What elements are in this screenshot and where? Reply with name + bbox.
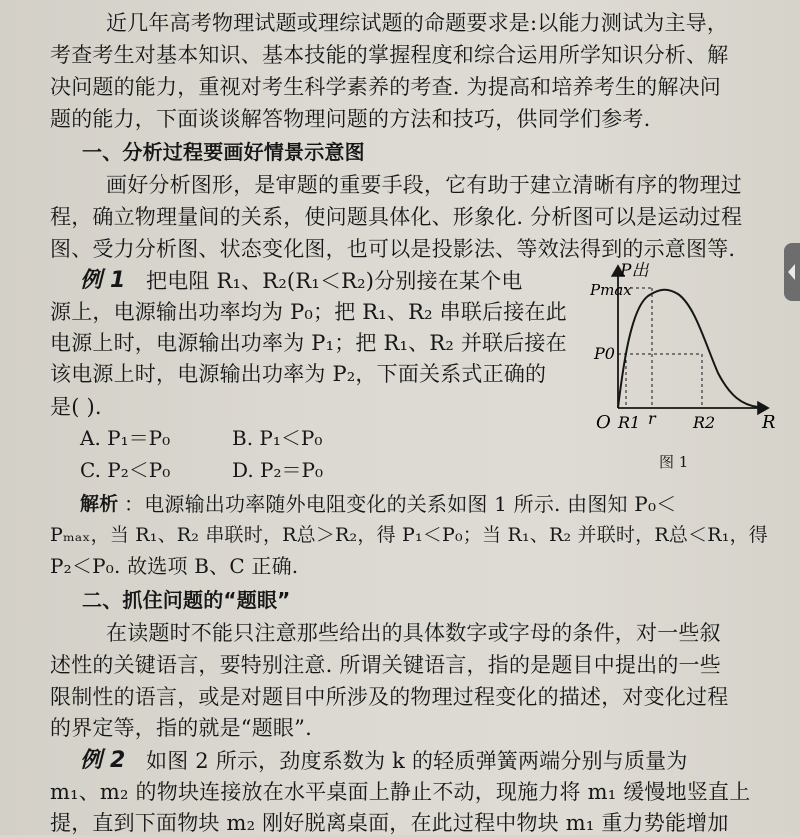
section2-line-2: 述性的关键语言，要特别注意. 所谓关键语言，指的是题目中提出的一些: [50, 653, 721, 677]
intro-line-3: 决问题的能力，重视对考生科学素养的考查. 为提高和培养考生的解决问: [50, 75, 721, 99]
section1-line-2: 程，确立物理量间的关系，使问题具体化、形象化. 分析图可以是运动过程: [50, 205, 743, 229]
example1-label: 例 1: [80, 268, 126, 293]
option-b: B. P₁＜P₀: [232, 426, 323, 450]
option-c: C. P₂＜P₀: [80, 458, 171, 482]
y-axis-label: P出: [620, 261, 649, 281]
section2-heading: 二、抓住问题的“题眼”: [82, 588, 291, 612]
example1-line-4: 该电源上时，电源输出功率为 P₂，下面关系式正确的: [50, 362, 547, 386]
example2-line-1: 如图 2 所示，劲度系数为 k 的轻质弹簧两端分别与质量为: [146, 749, 688, 773]
section2-line-3: 限制性的语言，或是对题目中所涉及的物理过程变化的描述，对变化过程: [50, 685, 729, 709]
figure1-caption: 图 1: [659, 453, 689, 471]
section1-line-1: 画好分析图形，是审题的重要手段，它有助于建立清晰有序的物理过: [106, 173, 742, 197]
power-curve: [618, 290, 758, 408]
intro-line-2: 考查考生对基本知识、基本技能的掌握程度和综合运用所学知识分析、解: [50, 43, 729, 67]
tick-pmax: Pmax: [590, 281, 632, 299]
section2-line-1: 在读题时不能只注意那些给出的具体数字或字母的条件，对一些叙: [106, 621, 721, 645]
tick-p0: P0: [594, 344, 615, 363]
tick-r2: R2: [693, 413, 716, 432]
intro-line-1: 近几年高考物理试题或理综试题的命题要求是:以能力测试为主导，: [106, 11, 729, 35]
example1-line-1: 把电阻 R₁、R₂(R₁＜R₂)分别接在某个电: [146, 269, 523, 293]
side-page-tab[interactable]: [784, 243, 800, 301]
example2-line-3: 提，直到下面物块 m₂ 刚好脱离桌面，在此过程中物块 m₁ 重力势能增加: [50, 811, 729, 835]
origin-label: O: [596, 412, 611, 433]
section1-line-3: 图、受力分析图、状态变化图，也可以是投影法、等效法得到的示意图等.: [50, 237, 736, 261]
example1-line-3: 电源上时，电源输出功率为 P₁；把 R₁、R₂ 并联后接在: [50, 331, 567, 355]
analysis-line-3: P₂＜P₀. 故选项 B、C 正确.: [50, 554, 299, 578]
option-a: A. P₁＝P₀: [80, 426, 171, 450]
section1-heading: 一、分析过程要画好情景示意图: [82, 140, 365, 164]
tick-r: r: [648, 409, 656, 428]
analysis-line-2: Pₘₐₓ，当 R₁、R₂ 串联时，R总＞R₂，得 P₁＜P₀；当 R₁、R₂ 并联时，R总＜R₁，得: [50, 524, 768, 546]
section2-line-4: 的界定等，指的就是“题眼”.: [50, 716, 312, 740]
example2-line-2: m₁、m₂ 的物块连接放在水平桌面上静止不动，现施力将 m₁ 缓慢地竖直上: [50, 780, 751, 804]
intro-line-4: 题的能力，下面谈谈解答物理问题的方法和技巧，供同学们参考.: [50, 107, 651, 131]
figure1-power-curve: [590, 258, 790, 458]
option-d: D. P₂＝P₀: [232, 458, 323, 482]
x-axis-label: R: [762, 412, 776, 433]
tick-r1: R1: [618, 413, 641, 432]
analysis-label: 解析: [80, 493, 119, 515]
example1-line-2: 源上，电源输出功率均为 P₀；把 R₁、R₂ 串联后接在此: [50, 300, 567, 324]
example2-label: 例 2: [80, 748, 126, 773]
example1-line-5: 是( ).: [50, 395, 102, 419]
analysis-line-1: ：电源输出功率随外电阻变化的关系如图 1 所示. 由图知 P₀＜: [124, 492, 677, 516]
